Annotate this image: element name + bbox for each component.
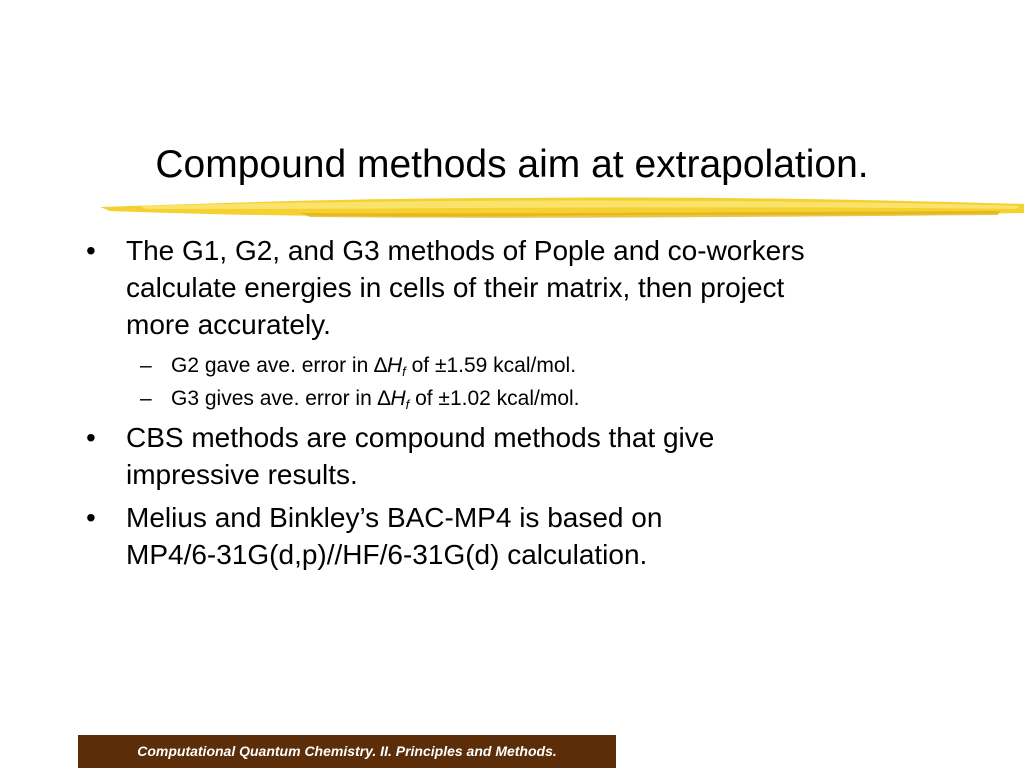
bullet-item [86,232,986,343]
bullet-mark: • [86,235,96,266]
bullet-list [86,232,986,579]
bullet-line: calculate energies in cells of their matrix, then project [126,272,785,303]
sub-text: of ±1.02 kcal/mol. [409,387,580,410]
delta-symbol: ∆ [377,387,391,410]
slide-title: Compound methods aim at extrapolation. [155,143,869,186]
bullet-mark: • [86,502,96,533]
sub-bullet-list [86,349,986,415]
sub-text: G3 gives ave. error in [171,387,378,410]
bullet-line: The G1, G2, and G3 methods of Pople and co-workers [126,235,805,266]
bullet-item [86,499,986,573]
footer-banner: Computational Quantum Chemistry. II. Principles and Methods. [78,735,616,768]
bullet-line: MP4/6-31G(d,p)//HF/6-31G(d) calculation. [126,539,648,570]
bullet-line: CBS methods are compound methods that give [126,422,715,453]
bullet-line: Melius and Binkley’s BAC-MP4 is based on [126,502,663,533]
enthalpy-variable: H [386,354,403,377]
delta-symbol: ∆ [374,354,387,377]
subscript: f [402,364,406,379]
sub-bullet-item [86,382,986,415]
sub-bullet-item [86,349,986,382]
sub-text: G2 gave ave. error in [171,354,375,377]
dash-mark: – [140,354,152,377]
bullet-line: impressive results. [126,459,358,490]
brush-stroke-divider [100,192,1024,226]
bullet-item [86,419,986,493]
dash-mark: – [140,387,152,410]
enthalpy-variable: H [390,387,406,410]
bullet-mark: • [86,422,96,453]
sub-text: of ±1.59 kcal/mol. [405,354,577,377]
bullet-line: more accurately. [126,309,331,340]
subscript: f [405,397,410,412]
